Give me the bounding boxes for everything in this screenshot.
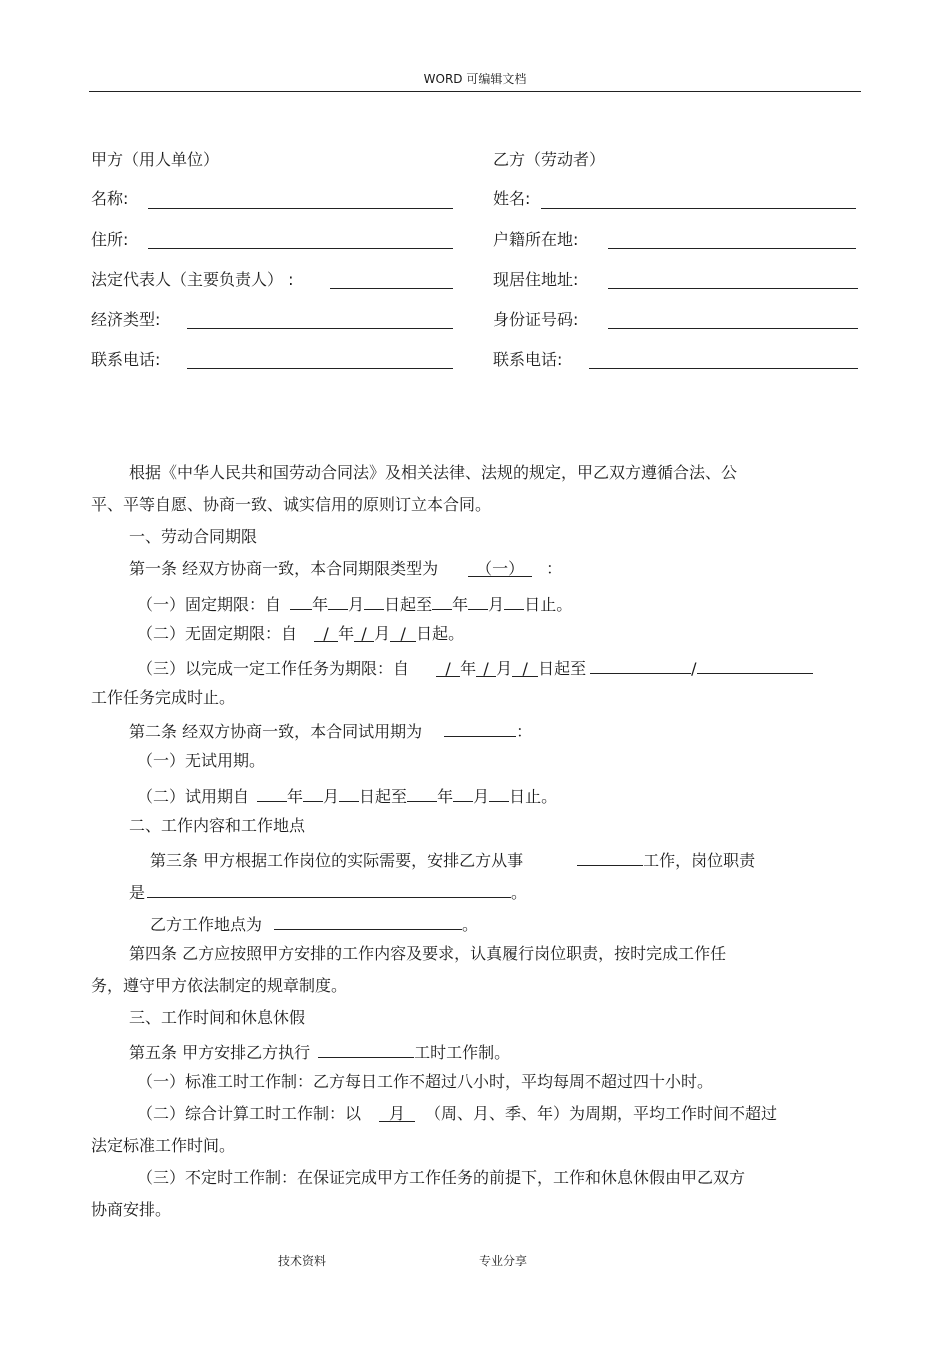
month-label: 月 bbox=[374, 624, 391, 643]
footer-left: 技术资料 bbox=[278, 1254, 327, 1268]
article-1-colon: ： bbox=[546, 559, 563, 578]
probation-start-day[interactable] bbox=[339, 784, 359, 802]
article-3-duty: 工作，岗位职责 bbox=[643, 851, 756, 870]
party-b-residence-label: 现居住地址: bbox=[493, 270, 579, 289]
year-label: 年 bbox=[287, 787, 304, 806]
probation-start-month[interactable] bbox=[303, 784, 323, 802]
article-5-option-2-line-2: 法定标准工作时间。 bbox=[91, 1136, 236, 1155]
party-a-title: 甲方（用人单位） bbox=[91, 150, 220, 169]
fixed-start-year[interactable] bbox=[290, 592, 312, 610]
option-3-label: （三）以完成一定工作任务为期限：自 bbox=[137, 659, 410, 678]
party-a-phone-field[interactable] bbox=[187, 368, 453, 369]
period-mark: 。 bbox=[511, 883, 528, 902]
party-a-type-label: 经济类型: bbox=[91, 310, 161, 329]
end-label: 日止。 bbox=[524, 595, 573, 614]
open-start-year[interactable]: / bbox=[314, 624, 338, 642]
party-a-name-field[interactable] bbox=[148, 208, 453, 209]
job-type-field[interactable] bbox=[577, 848, 643, 866]
period-unit-field[interactable]: 月 bbox=[379, 1104, 415, 1122]
article-2-colon: ： bbox=[516, 722, 533, 741]
duty-label: 是 bbox=[129, 883, 146, 902]
article-1-option-3-end: 工作任务完成时止。 bbox=[91, 688, 236, 707]
article-5-line bbox=[129, 1040, 510, 1063]
location-label: 乙方工作地点为 bbox=[150, 915, 263, 934]
open-start-day[interactable]: / bbox=[390, 624, 416, 642]
fixed-end-day[interactable] bbox=[504, 592, 524, 610]
fixed-start-day[interactable] bbox=[364, 592, 384, 610]
article-1-text: 第一条 经双方协商一致，本合同期限类型为 bbox=[129, 559, 439, 578]
party-b-hukou-label: 户籍所在地: bbox=[493, 230, 579, 249]
article-1-term-type[interactable]: （一） bbox=[468, 559, 532, 577]
party-b-hukou-field[interactable] bbox=[608, 248, 856, 249]
work-hours-system-field[interactable] bbox=[318, 1040, 414, 1058]
article-1-option-1 bbox=[137, 592, 572, 615]
header-rule bbox=[89, 91, 861, 92]
article-3-line bbox=[150, 848, 755, 871]
fixed-end-month[interactable] bbox=[468, 592, 488, 610]
open-start-month[interactable]: / bbox=[354, 624, 374, 642]
year-label: 年 bbox=[312, 595, 329, 614]
probation-start-year[interactable] bbox=[257, 784, 287, 802]
intro-line-2: 平、平等自愿、协商一致、诚实信用的原则订立本合同。 bbox=[91, 495, 492, 514]
article-3-duty-line bbox=[129, 880, 527, 903]
month-label: 月 bbox=[473, 787, 490, 806]
month-label: 月 bbox=[323, 787, 340, 806]
month-label: 月 bbox=[348, 595, 365, 614]
job-duty-field[interactable] bbox=[147, 880, 511, 898]
year-label: 年 bbox=[460, 659, 477, 678]
article-2-text: 第二条 经双方协商一致，本合同试用期为 bbox=[129, 722, 423, 741]
party-a-name-label: 名称: bbox=[91, 189, 129, 208]
task-completion-field[interactable] bbox=[697, 656, 813, 674]
party-b-name-label: 姓名: bbox=[493, 189, 531, 208]
footer-right: 专业分享 bbox=[479, 1254, 528, 1268]
article-5-option-3-line-2: 协商安排。 bbox=[91, 1200, 172, 1219]
party-a-phone-label: 联系电话: bbox=[91, 350, 161, 369]
page-header: WORD 可编辑文档 bbox=[423, 72, 527, 86]
probation-end-year[interactable] bbox=[407, 784, 437, 802]
party-b-phone-field[interactable] bbox=[589, 368, 858, 369]
article-1-option-3 bbox=[137, 656, 813, 679]
task-start-month[interactable]: / bbox=[476, 659, 496, 677]
party-b-phone-label: 联系电话: bbox=[493, 350, 563, 369]
year-label: 年 bbox=[437, 787, 454, 806]
section-1-heading: 一、劳动合同期限 bbox=[129, 527, 258, 546]
work-location-field[interactable] bbox=[274, 912, 462, 930]
from-label: 日起至 bbox=[359, 787, 408, 806]
month-label: 月 bbox=[488, 595, 505, 614]
from-label: 日起至 bbox=[538, 659, 587, 678]
party-a-rep-label: 法定代表人（主要负责人） : bbox=[91, 270, 294, 289]
article-5-option-2 bbox=[137, 1104, 777, 1124]
from-label: 日起至 bbox=[384, 595, 433, 614]
option-1-label: （一）固定期限：自 bbox=[137, 595, 282, 614]
article-3-location-line bbox=[150, 912, 478, 935]
article-5-option-3-line-1: （三）不定时工作制：在保证完成甲方工作任务的前提下，工作和休息休假由甲乙双方 bbox=[137, 1168, 746, 1187]
article-2-line bbox=[129, 719, 532, 742]
article-2-option-2 bbox=[137, 784, 557, 807]
party-b-title: 乙方（劳动者） bbox=[493, 150, 606, 169]
party-b-id-label: 身份证号码: bbox=[493, 310, 579, 329]
article-1-option-2 bbox=[137, 624, 464, 644]
party-a-address-field[interactable] bbox=[148, 248, 453, 249]
party-b-residence-field[interactable] bbox=[608, 288, 858, 289]
comprehensive-suffix: （周、月、季、年）为周期，平均工作时间不超过 bbox=[425, 1104, 778, 1123]
article-1-line bbox=[129, 559, 562, 579]
article-4-line-1: 第四条 乙方应按照甲方安排的工作内容及要求，认真履行岗位职责，按时完成工作任 bbox=[129, 944, 727, 963]
section-2-heading: 二、工作内容和工作地点 bbox=[129, 816, 306, 835]
year-label: 年 bbox=[452, 595, 469, 614]
probation-label: （二）试用期自 bbox=[137, 787, 250, 806]
end-label: 日止。 bbox=[509, 787, 558, 806]
year-label: 年 bbox=[338, 624, 355, 643]
party-a-address-label: 住所: bbox=[91, 230, 129, 249]
month-label: 月 bbox=[496, 659, 513, 678]
option-2-label: （二）无固定期限：自 bbox=[137, 624, 298, 643]
comprehensive-label: （二）综合计算工时工作制：以 bbox=[137, 1104, 362, 1123]
task-description-field[interactable] bbox=[590, 656, 691, 674]
intro-line-1: 根据《中华人民共和国劳动合同法》及相关法律、法规的规定，甲乙双方遵循合法、公 bbox=[129, 463, 738, 482]
article-2-option-1: （一）无试用期。 bbox=[137, 751, 266, 770]
party-b-id-field[interactable] bbox=[608, 328, 858, 329]
fixed-end-year[interactable] bbox=[432, 592, 452, 610]
slash-mark: / bbox=[691, 659, 697, 678]
task-start-year[interactable]: / bbox=[436, 659, 460, 677]
fixed-start-month[interactable] bbox=[328, 592, 348, 610]
section-3-heading: 三、工作时间和休息休假 bbox=[129, 1008, 306, 1027]
party-b-name-field[interactable] bbox=[541, 208, 856, 209]
article-5-option-1: （一）标准工时工作制：乙方每日工作不超过八小时，平均每周不超过四十小时。 bbox=[137, 1072, 714, 1091]
probation-end-day[interactable] bbox=[489, 784, 509, 802]
task-start-day[interactable]: / bbox=[512, 659, 538, 677]
probation-field[interactable] bbox=[444, 719, 516, 737]
start-label: 日起。 bbox=[416, 624, 465, 643]
probation-end-month[interactable] bbox=[453, 784, 473, 802]
article-4-line-2: 务，遵守甲方依法制定的规章制度。 bbox=[91, 976, 348, 995]
party-a-type-field[interactable] bbox=[187, 328, 453, 329]
party-a-rep-field[interactable] bbox=[330, 288, 453, 289]
article-5-suffix: 工时工作制。 bbox=[414, 1043, 511, 1062]
article-3-text: 第三条 甲方根据工作岗位的实际需要，安排乙方从事 bbox=[150, 851, 524, 870]
period-mark: 。 bbox=[462, 915, 479, 934]
article-5-text: 第五条 甲方安排乙方执行 bbox=[129, 1043, 311, 1062]
